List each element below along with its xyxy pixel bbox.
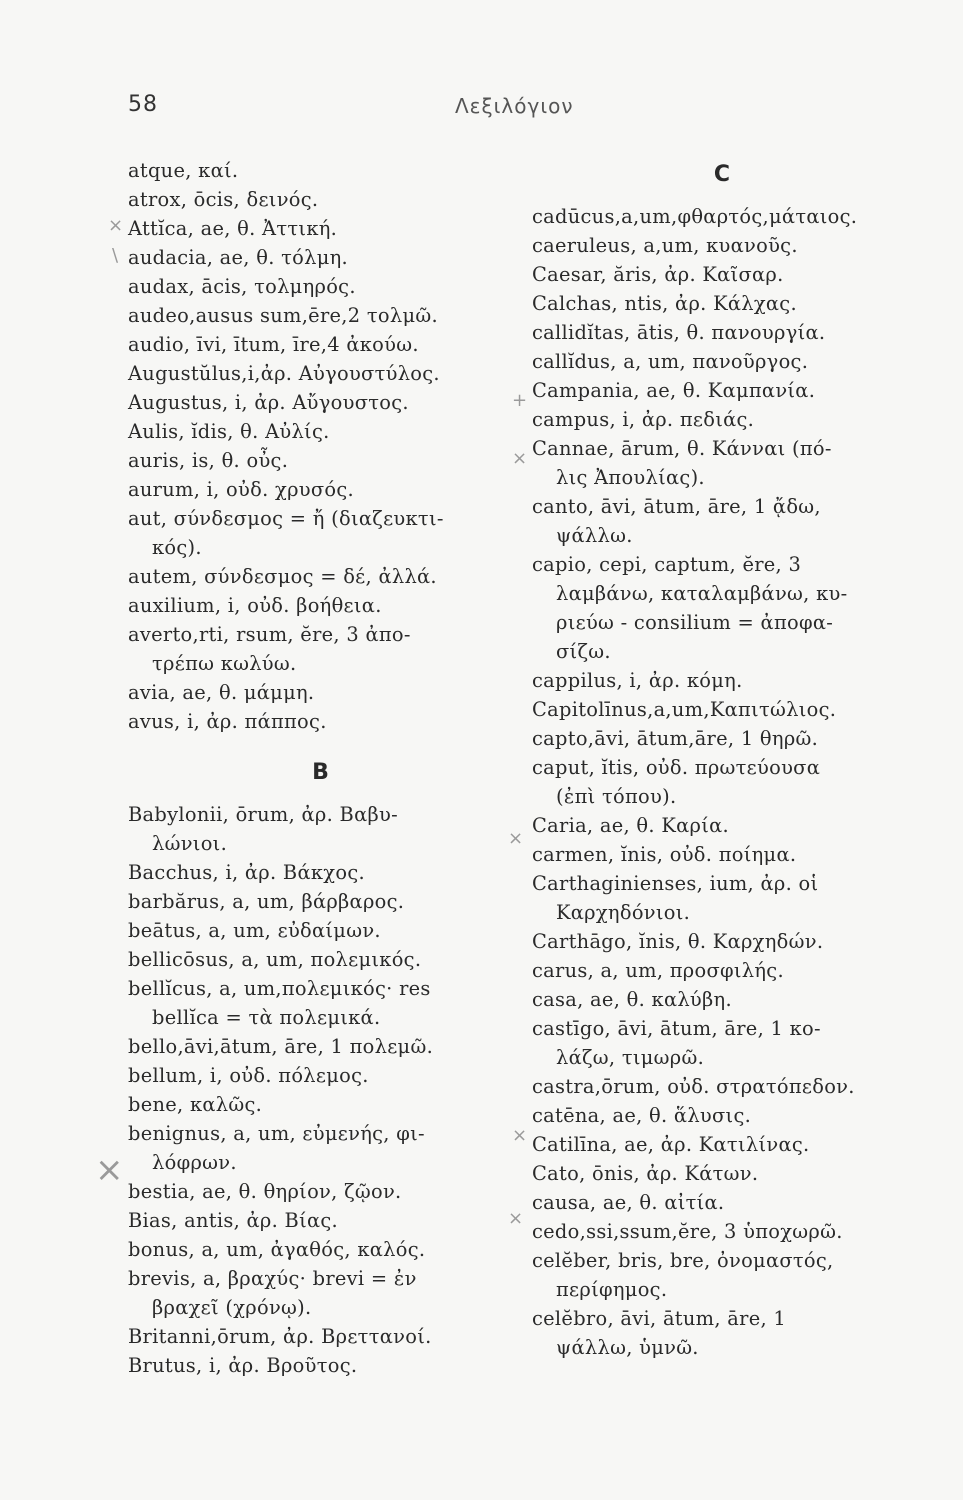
dictionary-entry [532, 724, 912, 753]
entry-headword-line: audeo,ausus sum,ēre,2 τολμῶ. [128, 304, 438, 327]
dictionary-entry [128, 1061, 513, 1090]
entry-headword-line: callĭdus, a, um, πανοῦργος. [532, 350, 809, 373]
entry-headword-line: Bacchus, i, ἀρ. Βάκχος. [128, 861, 365, 884]
dictionary-entry [128, 388, 513, 417]
entry-headword-line: Carthāgo, ĭnis, θ. Καρχηδών. [532, 930, 824, 953]
entry-headword-line: campus, i, ἀρ. πεδιάς. [532, 408, 755, 431]
dictionary-entry [128, 272, 513, 301]
dictionary-entry [128, 945, 513, 974]
dictionary-entry [128, 185, 513, 214]
dictionary-entry [128, 1351, 513, 1380]
dictionary-entry [128, 1264, 513, 1322]
entry-continuation-line: ψάλλω. [556, 524, 633, 547]
entry-headword-line: auris, is, θ. οὖς. [128, 449, 289, 472]
dictionary-entry [532, 869, 912, 927]
entry-headword-line: causa, ae, θ. αἰτία. [532, 1191, 725, 1214]
dictionary-entry [532, 956, 912, 985]
dictionary-entry [532, 492, 912, 550]
entry-headword-line: aurum, i, οὐδ. χρυσός. [128, 478, 354, 501]
entry-headword-line: autem, σύνδεσμος = δέ, ἀλλά. [128, 565, 437, 588]
dictionary-entry [128, 417, 513, 446]
pencil-cross-mark: × [508, 828, 524, 849]
entry-headword-line: castīgo, āvi, ātum, āre, 1 κο- [532, 1017, 821, 1040]
entry-headword-line: Augustŭlus,i,ἀρ. Αὐγουστύλος. [128, 362, 440, 385]
dictionary-entry [532, 666, 912, 695]
entry-headword-line: Calchas, ntis, ἀρ. Κάλχας. [532, 292, 797, 315]
entry-continuation-line: ψάλλω, ὑμνῶ. [556, 1336, 699, 1359]
section-letter-c: C [713, 162, 731, 187]
entry-headword-line: audax, ācis, τολμηρός. [128, 275, 356, 298]
dictionary-entry [128, 243, 513, 272]
dictionary-entry [128, 858, 513, 887]
dictionary-entry [532, 811, 912, 840]
dictionary-entry [128, 214, 513, 243]
dictionary-entry [532, 695, 912, 724]
dictionary-entry [532, 1217, 912, 1246]
section-letter-b: B [312, 760, 329, 785]
entry-headword-line: aut, σύνδεσμος = ἤ (διαζευκτι- [128, 507, 444, 530]
entry-headword-line: castra,ōrum, οὐδ. στρατόπεδον. [532, 1075, 855, 1098]
entry-continuation-line: ριεύω - consilium = ἀποφα- [556, 611, 834, 634]
dictionary-entry [128, 1235, 513, 1264]
left-column [128, 156, 513, 1380]
entry-headword-line: caeruleus, a,um, κυανοῦς. [532, 234, 798, 257]
entry-headword-line: cedo,ssi,ssum,ĕre, 3 ὑποχωρῶ. [532, 1220, 843, 1243]
dictionary-entry [128, 591, 513, 620]
entry-headword-line: bello,āvi,ātum, āre, 1 πολεμῶ. [128, 1035, 434, 1058]
entry-continuation-line: (ἐπὶ τόπου). [556, 785, 677, 808]
entry-headword-line: celĕbro, āvi, ātum, āre, 1 [532, 1307, 787, 1330]
entry-headword-line: barbărus, a, um, βάρβαρος. [128, 890, 405, 913]
entry-headword-line: Babylonii, ōrum, ἀρ. Βαβυ- [128, 803, 398, 826]
dictionary-entry [128, 974, 513, 1032]
entry-headword-line: bene, καλῶς. [128, 1093, 263, 1116]
entry-headword-line: Brutus, i, ἀρ. Βροῦτος. [128, 1354, 358, 1377]
dictionary-entry [128, 1206, 513, 1235]
dictionary-entry [532, 1304, 912, 1362]
entry-headword-line: carmen, ĭnis, οὐδ. ποίημα. [532, 843, 797, 866]
entry-headword-line: carus, a, um, προσφιλής. [532, 959, 784, 982]
pencil-cross-mark: × [95, 1150, 124, 1190]
dictionary-entry [128, 156, 513, 185]
entry-continuation-line: Καρχηδόνιοι. [556, 901, 691, 924]
dictionary-entry [128, 678, 513, 707]
dictionary-entry [532, 1159, 912, 1188]
entry-headword-line: casa, ae, θ. καλύβη. [532, 988, 732, 1011]
entry-continuation-line: bellĭca = τὰ πολεμικά. [152, 1006, 381, 1029]
entry-headword-line: Attĭca, ae, θ. Ἀττική. [128, 217, 338, 240]
entry-continuation-line: τρέπω κωλύω. [152, 652, 297, 675]
dictionary-entry [128, 301, 513, 330]
entry-headword-line: avia, ae, θ. μάμμη. [128, 681, 315, 704]
pencil-cross-mark: × [512, 1125, 528, 1146]
dictionary-entry [128, 1177, 513, 1206]
entry-headword-line: Bias, antis, ἀρ. Βίας. [128, 1209, 339, 1232]
entries-a [128, 156, 513, 736]
dictionary-entry [532, 927, 912, 956]
entry-headword-line: audio, īvi, ītum, īre,4 ἀκούω. [128, 333, 419, 356]
entry-headword-line: beātus, a, um, εὐδαίμων. [128, 919, 381, 942]
entry-headword-line: bestia, ae, θ. θηρίον, ζῷον. [128, 1180, 402, 1203]
dictionary-entry [532, 1130, 912, 1159]
entry-headword-line: capto,āvi, ātum,āre, 1 θηρῶ. [532, 727, 819, 750]
entry-headword-line: Cannae, ārum, θ. Κάνναι (πό- [532, 437, 832, 460]
entry-headword-line: Catilīna, ae, ἀρ. Κατιλίνας. [532, 1133, 810, 1156]
entry-headword-line: bellum, i, οὐδ. πόλεμος. [128, 1064, 369, 1087]
dictionary-entry [128, 800, 513, 858]
entry-headword-line: canto, āvi, ātum, āre, 1 ᾄδω, [532, 495, 821, 518]
dictionary-entry [532, 434, 912, 492]
dictionary-entry [128, 1032, 513, 1061]
entry-headword-line: callidĭtas, ātis, θ. πανουργία. [532, 321, 826, 344]
entry-continuation-line: λαμβάνω, καταλαμβάνω, κυ- [556, 582, 848, 605]
dictionary-entry [128, 887, 513, 916]
entry-continuation-line: βραχεῖ (χρόνῳ). [152, 1296, 312, 1319]
dictionary-entry [532, 1188, 912, 1217]
entry-headword-line: brevis, a, βραχύς· brevi = ἐν [128, 1267, 417, 1290]
page-number: 58 [128, 92, 158, 117]
entry-headword-line: Aulis, ĭdis, θ. Αὐλίς. [128, 420, 330, 443]
entry-headword-line: benignus, a, um, εὐμενής, φι- [128, 1122, 425, 1145]
dictionary-entry [532, 289, 912, 318]
entries-b [128, 800, 513, 1380]
dictionary-entry [532, 1014, 912, 1072]
right-column [532, 160, 912, 1362]
dictionary-entry [128, 620, 513, 678]
entry-headword-line: atque, καί. [128, 159, 239, 182]
dictionary-entry [532, 840, 912, 869]
entry-headword-line: celĕber, bris, bre, ὀνομαστός, [532, 1249, 834, 1272]
dictionary-entry [128, 1090, 513, 1119]
entry-headword-line: bellĭcus, a, um,πολεμικός· res [128, 977, 431, 1000]
dictionary-entry [128, 446, 513, 475]
entry-headword-line: Carthaginienses, ium, ἀρ. οἱ [532, 872, 819, 895]
dictionary-entry [532, 1101, 912, 1130]
entry-headword-line: auxilium, i, οὐδ. βοήθεια. [128, 594, 382, 617]
dictionary-entry [128, 916, 513, 945]
entries-c [532, 202, 912, 1362]
dictionary-entry [532, 753, 912, 811]
pencil-tick-mark: \ [112, 245, 119, 266]
pencil-cross-mark: × [508, 1208, 524, 1229]
entry-headword-line: bellicōsus, a, um, πολεμικός. [128, 948, 422, 971]
dictionary-entry [128, 330, 513, 359]
entry-continuation-line: λις Ἀπουλίας). [556, 466, 705, 489]
entry-headword-line: capio, cepi, captum, ĕre, 3 [532, 553, 802, 576]
dictionary-entry [532, 376, 912, 405]
dictionary-entry [532, 1246, 912, 1304]
dictionary-entry [128, 707, 513, 736]
dictionary-entry [532, 318, 912, 347]
entry-continuation-line: σίζω. [556, 640, 611, 663]
entry-headword-line: Campania, ae, θ. Καμπανία. [532, 379, 816, 402]
dictionary-entry [532, 202, 912, 231]
entry-continuation-line: κός). [152, 536, 202, 559]
entry-headword-line: Caesar, ăris, ἀρ. Καῖσαρ. [532, 263, 784, 286]
entry-headword-line: atrox, ōcis, δεινός. [128, 188, 319, 211]
dictionary-entry [128, 1322, 513, 1351]
entry-continuation-line: λώνιοι. [152, 832, 228, 855]
dictionary-entry [532, 550, 912, 666]
entry-headword-line: Cato, ōnis, ἀρ. Κάτων. [532, 1162, 759, 1185]
dictionary-entry [128, 562, 513, 591]
entry-headword-line: avus, i, ἀρ. πάππος. [128, 710, 327, 733]
entry-headword-line: bonus, a, um, ἀγαθός, καλός. [128, 1238, 426, 1261]
entry-continuation-line: λάζω, τιμωρῶ. [556, 1046, 705, 1069]
pencil-plus-mark: + [512, 390, 528, 411]
entry-headword-line: Capitolīnus,a,um,Καπιτώλιος. [532, 698, 837, 721]
dictionary-entry [128, 475, 513, 504]
entry-headword-line: audacia, ae, θ. τόλμη. [128, 246, 349, 269]
dictionary-entry [532, 985, 912, 1014]
entry-headword-line: cadūcus,a,um,φθαρτός,μάταιος. [532, 205, 858, 228]
dictionary-entry [532, 347, 912, 376]
entry-headword-line: caput, ĭtis, οὐδ. πρωτεύουσα [532, 756, 821, 779]
dictionary-entry [532, 405, 912, 434]
entry-headword-line: cappilus, i, ἀρ. κόμη. [532, 669, 743, 692]
dictionary-entry [532, 231, 912, 260]
entry-headword-line: catēna, ae, θ. ἅλυσις. [532, 1104, 752, 1127]
dictionary-entry [532, 260, 912, 289]
dictionary-entry [128, 359, 513, 388]
dictionary-entry [128, 1119, 513, 1177]
pencil-cross-mark: × [512, 448, 528, 469]
pencil-cross-mark: × [108, 215, 124, 236]
entry-headword-line: Caria, ae, θ. Καρία. [532, 814, 729, 837]
dictionary-entry [532, 1072, 912, 1101]
entry-continuation-line: λόφρων. [152, 1151, 237, 1174]
entry-headword-line: Britanni,ōrum, ἀρ. Βρεττανοί. [128, 1325, 432, 1348]
running-title: Λεξιλόγιον [455, 94, 574, 118]
entry-continuation-line: περίφημος. [556, 1278, 668, 1301]
entry-headword-line: averto,rti, rsum, ĕre, 3 ἀπο- [128, 623, 411, 646]
dictionary-entry [128, 504, 513, 562]
entry-headword-line: Augustus, i, ἀρ. Αὔγουστος. [128, 391, 409, 414]
